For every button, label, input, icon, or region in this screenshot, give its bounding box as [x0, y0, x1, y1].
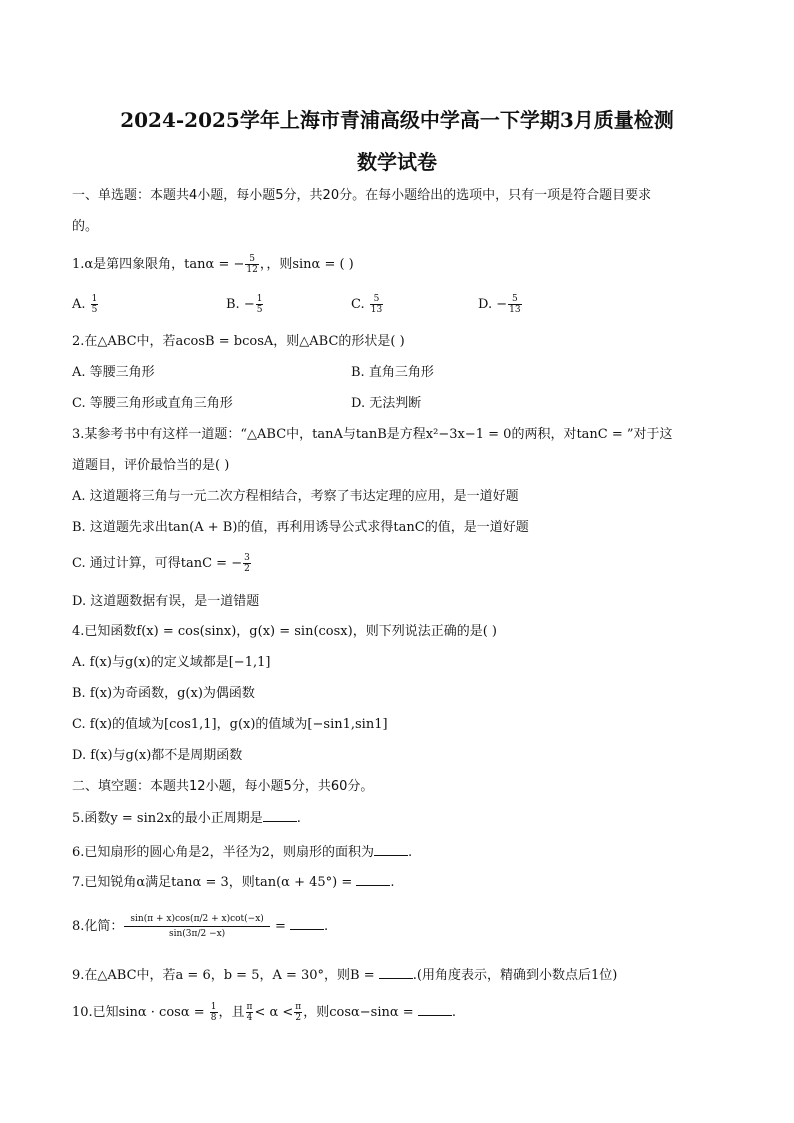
answer-blank: [374, 843, 408, 856]
answer-blank: [379, 966, 413, 979]
q3-option-b: B. 这道题先求出tan(A + B)的值，再利用诱导公式求得tanC的值，是一道好题: [72, 520, 529, 535]
q3-option-c: C. 通过计算，可得tanC = − $\frac{3}{2}$: [72, 553, 250, 574]
exam-title: 2024-2025学年上海市青浦高级中学高一下学期3月质量检测: [120, 108, 674, 132]
question-3: 3.某参考书中有这样一道题：“△ABC中，tanA与tanB是方程x²−3x−1 = 0的两积，对tanC = ”对于这: [72, 427, 673, 442]
answer-blank: [356, 873, 390, 886]
question-4: 4.已知函数f(x) = cos(sinx)，g(x) = sin(cosx)，则下列说法正确的是( ): [72, 624, 497, 639]
q4-option-d: D. f(x)与g(x)都不是周期函数: [72, 748, 243, 763]
question-8: 8.化简： $\frac{\sin(\pi + x)\cos(\pi/2 + x)\cot(-x)}{\sin(3\pi/2 -x)}$ = .: [72, 914, 329, 939]
q1-option-a: A. $\frac{1}{5}$: [72, 294, 98, 315]
exam-subtitle: 数学试卷: [357, 150, 437, 174]
section2-heading: 二、填空题：本题共12小题，每小题5分，共60分。: [72, 779, 374, 794]
q4-option-a: A. f(x)与g(x)的定义域都是[−1,1]: [72, 655, 271, 670]
question-2: 2.在△ABC中，若acosB = bcosA，则△ABC的形状是( ): [72, 334, 405, 349]
question-5: 5.函数y = sin2x的最小正周期是 .: [72, 811, 301, 826]
question-1: 1.α是第四象限角，tanα = − $\frac{5}{12}$ ，，则sinα = ( ): [72, 254, 354, 275]
section1-heading-cont: 的。: [72, 219, 99, 234]
q3-option-a: A. 这道题将三角与一元二次方程相结合，考察了韦达定理的应用，是一道好题: [72, 489, 519, 504]
question-7: 7.已知锐角α满足tanα = 3，则tan(α + 45°) = .: [72, 875, 395, 890]
q1-option-d: D. − $\frac{5}{13}$: [478, 294, 521, 315]
answer-blank: [418, 1003, 452, 1016]
answer-blank: [263, 809, 297, 822]
q2-option-a: A. 等腰三角形: [72, 365, 155, 380]
section1-heading: 一、单选题：本题共4小题，每小题5分，共20分。在每小题给出的选项中，只有一项是符合题目要求: [72, 188, 652, 203]
question-10: 10.已知sinα · cosα = $\frac{1}{8}$ ，且 $\frac{\pi}{4}$ < α < $\frac{\pi}{2}$ ，则cosα−sinα = .: [72, 1002, 456, 1023]
q4-option-b: B. f(x)为奇函数，g(x)为偶函数: [72, 686, 255, 701]
q2-option-b: B. 直角三角形: [351, 365, 434, 380]
q4-option-c: C. f(x)的值域为[cos1,1]，g(x)的值域为[−sin1,sin1]: [72, 717, 388, 732]
answer-blank: [290, 917, 324, 930]
question-9: 9.在△ABC中，若a = 6，b = 5，A = 30°，则B = .(用角度表示，精确到小数点后1位): [72, 968, 618, 983]
q1-option-c: C. $\frac{5}{13}$: [351, 294, 383, 315]
q2-option-d: D. 无法判断: [351, 396, 422, 411]
q2-option-c: C. 等腰三角形或直角三角形: [72, 396, 233, 411]
question-6: 6.已知扇形的圆心角是2，半径为2，则扇形的面积为 .: [72, 845, 413, 860]
q1-option-b: B. − $\frac{1}{5}$: [226, 294, 263, 315]
question-3-cont: 道题目，评价最恰当的是( ): [72, 458, 230, 473]
q3-option-d: D. 这道题数据有误，是一道错题: [72, 594, 260, 609]
